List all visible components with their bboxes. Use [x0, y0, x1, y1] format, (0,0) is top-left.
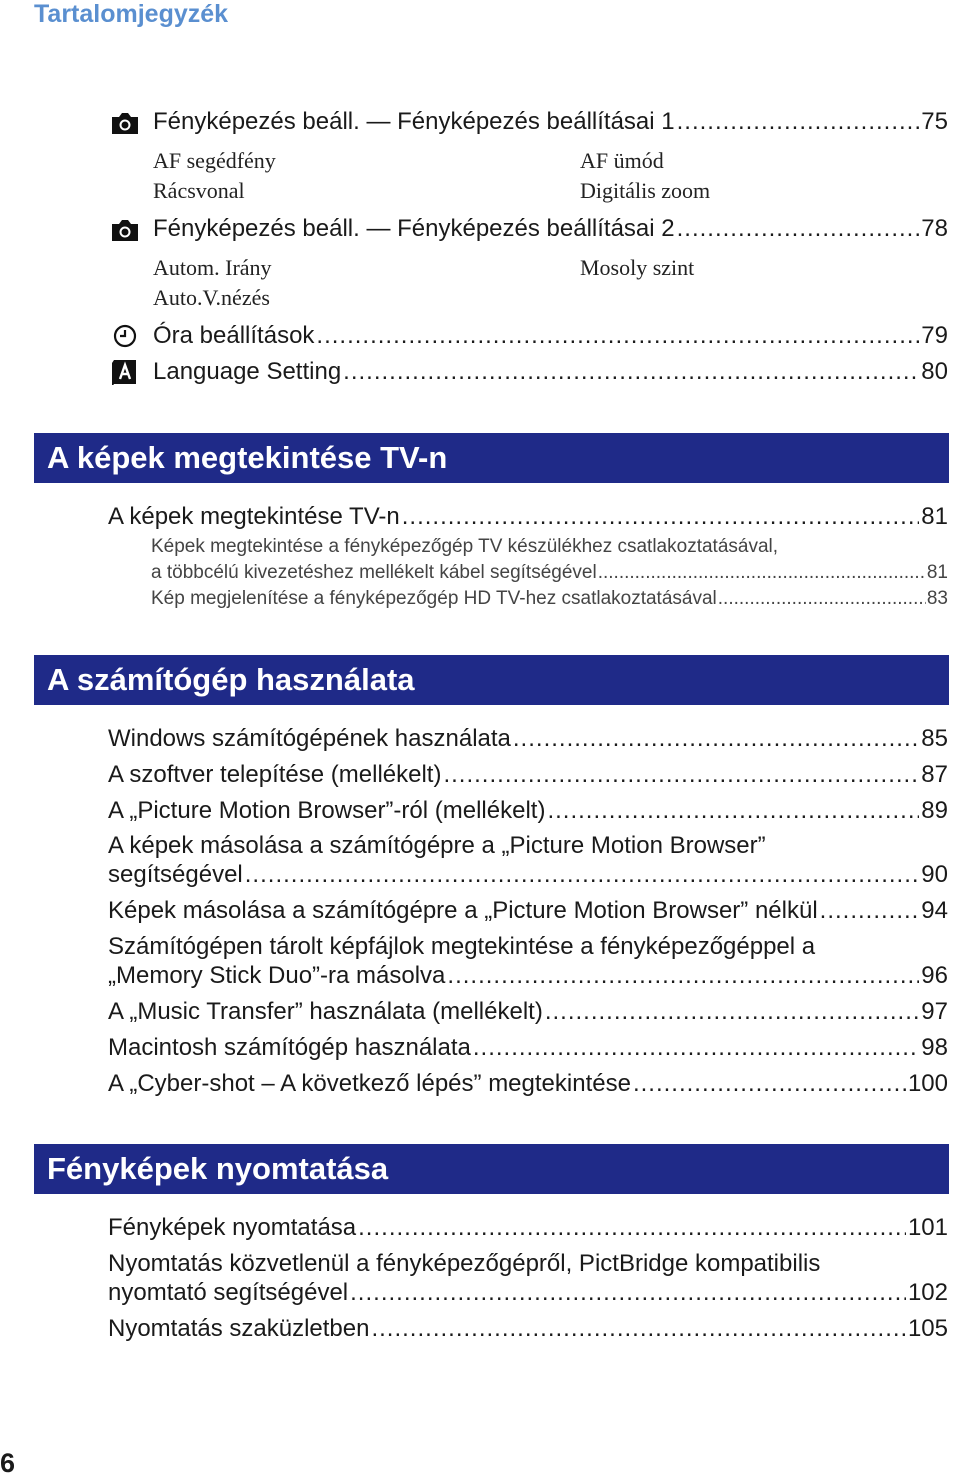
section-bar: [34, 655, 949, 705]
toc-entry-line: A képek másolása a számítógépre a „Picture Motion Browser”: [108, 832, 766, 859]
toc-entry-line: Számítógépen tárolt képfájlok megtekintése a fényképezőgéppel a: [108, 933, 816, 960]
toc-entry[interactable]: „Memory Stick Duo”-ra másolva ..... 96: [108, 962, 948, 990]
toc-entry[interactable]: Macintosh számítógép használata ..... 98: [108, 1034, 948, 1062]
camera-icon: [110, 217, 140, 243]
sub-item: AF segédfény: [153, 148, 276, 173]
section-title: Fényképek nyomtatása: [47, 1151, 389, 1186]
toc-subentry-line: Képek megtekintése a fényképezőgép TV készülékhez csatlakoztatásával,: [151, 536, 779, 557]
toc-entry[interactable]: A szoftver telepítése (mellékelt) ..... 87: [108, 761, 948, 789]
toc-entry[interactable]: Óra beállítások ..... 79: [153, 322, 948, 350]
sub-item: Rácsvonal: [153, 178, 245, 203]
section-title: A számítógép használata: [47, 662, 415, 697]
toc-entry[interactable]: A „Picture Motion Browser”-ról (mellékelt) ..... 89: [108, 797, 948, 825]
toc-entry[interactable]: Fényképezés beáll. — Fényképezés beállításai 1 ..... 75: [153, 108, 948, 136]
section-bar: [34, 433, 949, 483]
toc-entry[interactable]: A képek megtekintése TV-n ..... 81: [108, 503, 948, 531]
toc-entry[interactable]: Windows számítógépének használata ..... 85: [108, 725, 948, 753]
toc-entry[interactable]: Nyomtatás szaküzletben ..... 105: [108, 1315, 948, 1343]
toc-entry[interactable]: Fényképezés beáll. — Fényképezés beállításai 2 ..... 78: [153, 215, 948, 243]
toc-subentry[interactable]: a többcélú kivezetéshez mellékelt kábel segítségével ..... 81: [151, 562, 948, 584]
toc-entry[interactable]: Képek másolása a számítógépre a „Picture Motion Browser” nélkül ..... 94: [108, 897, 948, 925]
toc-entry[interactable]: A „Cyber-shot – A következő lépés” megtekintése ..... 100: [108, 1070, 948, 1098]
toc-subentry[interactable]: Kép megjelenítése a fényképezőgép HD TV-hez csatlakoztatásával ..... 83: [151, 588, 948, 610]
toc-entry[interactable]: nyomtató segítségével ..... 102: [108, 1279, 948, 1307]
sub-item: Autom. Irány: [153, 255, 272, 280]
sub-item: Auto.V.nézés: [153, 285, 270, 310]
page-header-title: Tartalomjegyzék: [34, 0, 229, 28]
toc-entry[interactable]: Fényképek nyomtatása ..... 101: [108, 1214, 948, 1242]
sub-item: Digitális zoom: [580, 178, 711, 203]
section-bar: [34, 1144, 949, 1194]
sub-item: Mosoly szint: [580, 255, 695, 280]
toc-entry-line: Nyomtatás közvetlenül a fényképezőgépről, PictBridge kompatibilis: [108, 1250, 821, 1277]
sub-item: AF ümód: [580, 148, 664, 173]
toc-entry[interactable]: Language Setting ..... 80: [153, 358, 948, 386]
page-number: 6: [0, 1448, 20, 1481]
camera-icon: [110, 110, 140, 136]
clock-icon: [110, 323, 140, 349]
toc-entry[interactable]: segítségével ..... 90: [108, 861, 948, 889]
section-title: A képek megtekintése TV-n: [47, 440, 448, 475]
language-icon: [110, 359, 140, 385]
toc-entry[interactable]: A „Music Transfer” használata (mellékelt) ..... 97: [108, 998, 948, 1026]
